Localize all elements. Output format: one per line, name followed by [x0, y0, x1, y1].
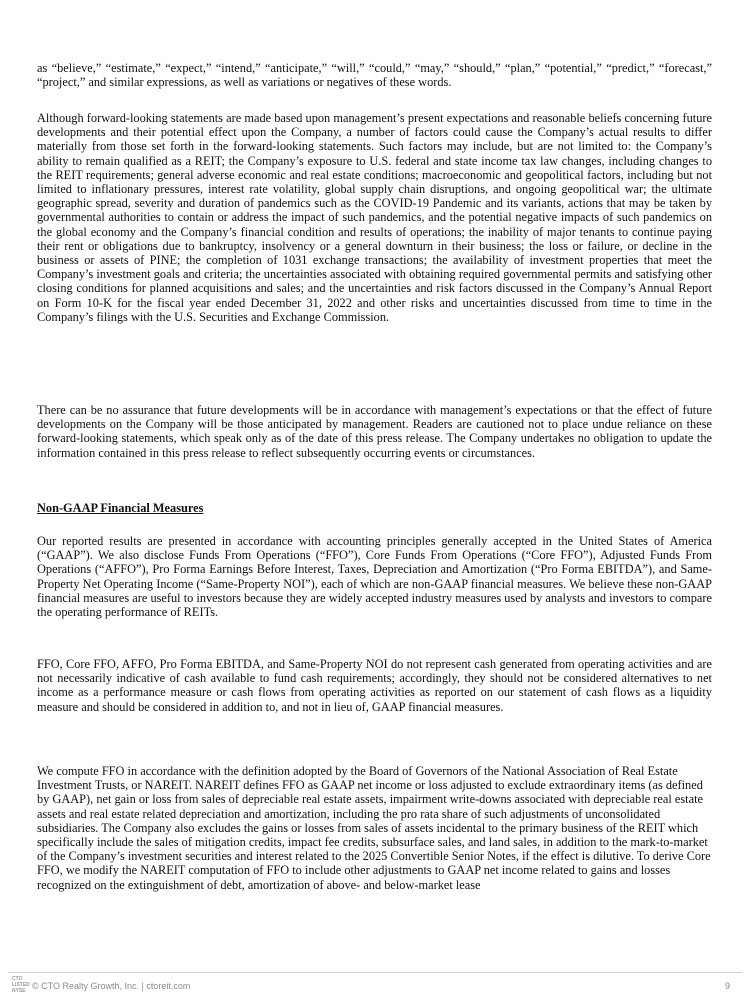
footer-divider: [8, 972, 742, 973]
paragraph-ffo-definition: We compute FFO in accordance with the definition adopted by the Board of Governors of the National Association of Real Estate Investment Trusts, or NAREIT. NAREIT defines FFO as GAAP net income or loss adjusted to exclude extraordinary items (as defined by GAAP), net gain or loss from sales of depreciable real estate assets, impairment write-downs associated with depreciable real estate assets and real estate related depreciation and amortization, including the pro rata share of such adjustments of unconsolidated subsidiaries. The Company also excludes the gains or losses from sales of assets incidental to the primary business of the REIT which specifically include the sales of mitigation credits, impact fee credits, subsurface sales, and land sales, in addition to the mark-to-market of the Company’s investment securities and interest related to the 2025 Convertible Senior Notes, if the effect is dilutive. To derive Core FFO, we modify the NAREIT computation of FFO to include other adjustments to GAAP net income related to gains and losses recognized on the extinguishment of debt, amortization of above- and below-market lease: [37, 764, 711, 892]
paragraph-non-gaap-intro: Our reported results are presented in accordance with accounting principles generally accepted in the United States of America (“GAAP”). We also disclose Funds From Operations (“FFO”), Core Funds From Operations (“Core FFO”), Adjusted Funds From Operations (“AFFO”), Pro Forma Earnings Before Interest, Taxes, Depreciation and Amortization (“Pro Forma EBITDA”), and Same-Property Net Operating Income (“Same-Property NOI”), each of which are non-GAAP financial measures. We believe these non-GAAP financial measures are useful to investors because they are widely accepted industry measures used by analysts and investors to compare the operating performance of REITs.: [37, 534, 712, 620]
footer-copyright: © CTO Realty Growth, Inc. | ctoreit.com: [32, 981, 191, 991]
paragraph-no-assurance: There can be no assurance that future developments will be in accordance with management’s expectations or that the effect of future developments on the Company will be those anticipated by management. Readers are cautioned not to place undue reliance on these forward-looking statements, which speak only as of the date of this press release. The Company undertakes no obligation to update the information contained in this press release to reflect subsequently occurring events or circumstances.: [37, 403, 712, 460]
paragraph-risk-factors: Although forward-looking statements are made based upon management’s present expectations and reasonable beliefs concerning future developments and their potential effect upon the Company, a number of factors could cause the Company’s actual results to differ materially from those set forth in the forward-looking statements. Such factors may include, but are not limited to: the Company’s ability to remain qualified as a REIT; the Company’s exposure to U.S. federal and state income tax law changes, including changes to the REIT requirements; general adverse economic and real estate conditions; macroeconomic and geopolitical factors, including but not limited to inflationary pressures, interest rate volatility, global supply chain disruptions, and ongoing geopolitical war; the ultimate geographic spread, severity and duration of pandemics such as the COVID-19 Pandemic and its variants, actions that may be taken by governmental authorities to contain or address the impact of such pandemics, and the potential negative impacts of such pandemics on the global economy and the Company’s financial condition and results of operations; the inability of major tenants to continue paying their rent or obligations due to bankruptcy, insolvency or a general downturn in their business; the loss or failure, or decline in the business or assets of PINE; the completion of 1031 exchange transactions; the availability of investment properties that meet the Company’s investment goals and criteria; the uncertainties associated with obtaining required governmental permits and satisfying other closing conditions for planned acquisitions and sales; and the uncertainties and risk factors discussed in the Company’s Annual Report on Form 10-K for the fiscal year ended December 31, 2022 and other risks and uncertainties discussed from time to time in the Company’s filings with the U.S. Securities and Exchange Commission.: [37, 111, 712, 324]
paragraph-non-gaap-disclaimer: FFO, Core FFO, AFFO, Pro Forma EBITDA, and Same-Property NOI do not represent cash generated from operating activities and are not necessarily indicative of cash available to fund cash requirements; accordingly, they should not be considered alternatives to net income as a performance measure or cash flows from operating activities as reported on our statement of cash flows as a liquidity measure and should be considered in addition to, and not in lieu of, GAAP financial measures.: [37, 657, 712, 714]
section-heading-non-gaap: Non-GAAP Financial Measures: [37, 501, 204, 515]
page-footer: [8, 976, 742, 998]
cto-nyse-logo: CTO LISTED NYSE: [12, 976, 30, 994]
page-number: 9: [724, 981, 730, 991]
paragraph-forward-looking-terms: as “believe,” “estimate,” “expect,” “intend,” “anticipate,” “will,” “could,” “may,” “should,” “plan,” “potential,” “predict,” “forecast,” “project,” and similar expressions, as well as variations or negatives of these words.: [37, 61, 712, 90]
